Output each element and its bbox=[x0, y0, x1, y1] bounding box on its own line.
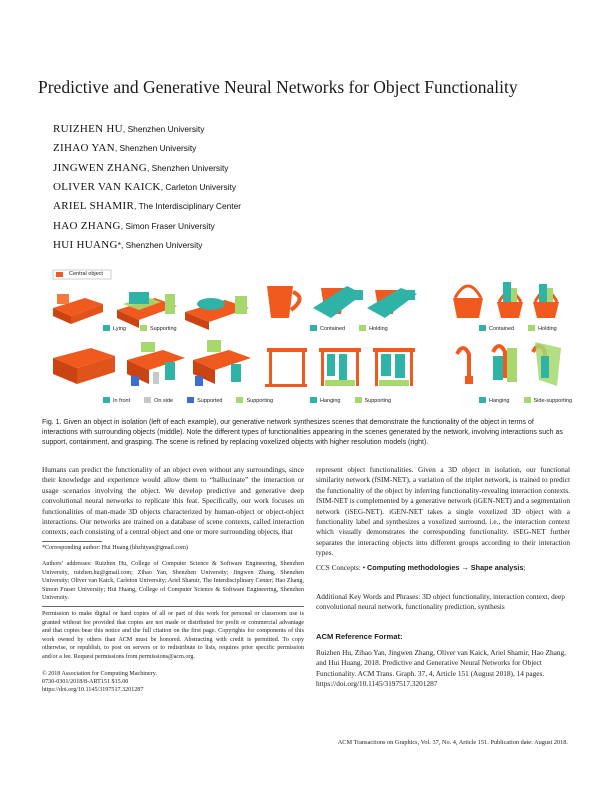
author-affiliation: , Shenzhen University bbox=[122, 124, 205, 134]
abstract-right: represent object functionalities. Given a 3D object in isolation, our functional similarity network (fSIM-NET), a variation of the triplet network, is trained to predict the functionality of the object by inferring functionality-revealing interaction contexts. fSIM-NET is complemented by a generative network (iGEN-NET) and a segmentation network (iSEG-NET). iGEN-NET takes a single voxelized 3D object with a functionality label and synthesizes a voxelized surround, i.e., the interaction context which visually demonstrates the corresponding functionality. iSEG-NET further separates the interacting objects into different groups according to their interaction types. bbox=[316, 465, 570, 558]
author-entry bbox=[53, 181, 236, 194]
legend-swatch bbox=[479, 397, 486, 403]
legend-swatch bbox=[479, 325, 486, 331]
ccs-label: CCS Concepts: • bbox=[316, 563, 368, 572]
bed-isolated bbox=[53, 294, 103, 324]
legend-label: Supported bbox=[197, 398, 223, 404]
legend-label: Holding bbox=[538, 326, 557, 332]
ccs-value: Computing methodologies → Shape analysis bbox=[367, 563, 524, 572]
legend-label: Supporting bbox=[364, 398, 392, 404]
acm-reference-text: Ruizhen Hu, Zihao Yan, Jingwen Zhang, Oliver van Kaick, Ariel Shamir, Hao Zhang, and Hui Huang. 2018. Predictive and Generative Neural Networks for Object Functionality. ACM Trans. Graph. 37, 4, Article 151 (August 2018), 14 pages. https://doi.org/10.1145/3197517.3201287 bbox=[316, 648, 566, 689]
legend-swatch bbox=[103, 325, 110, 331]
author-name: HUI HUANG bbox=[53, 238, 118, 251]
doi-line: https://doi.org/10.1145/3197517.3201287 bbox=[42, 687, 144, 693]
legend-swatch bbox=[103, 397, 110, 403]
legend-swatch bbox=[236, 397, 243, 403]
author-entry bbox=[53, 123, 204, 136]
figure-1 bbox=[45, 268, 573, 406]
author-entry bbox=[53, 162, 229, 175]
bed-scene bbox=[117, 292, 177, 328]
author-name: JINGWEN ZHANG bbox=[53, 161, 148, 174]
legend-swatch bbox=[310, 325, 317, 331]
legend-swatch bbox=[359, 325, 366, 331]
copyright-line: © 2018 Association for Computing Machinery. bbox=[42, 671, 157, 677]
keywords-value: 3D object functionality, interaction context, deep convolutional neural network, functionality prediction, synthesis bbox=[316, 592, 565, 612]
hook-scene bbox=[493, 346, 517, 382]
basket-refined bbox=[533, 284, 559, 318]
basket-scene bbox=[497, 282, 523, 318]
legend-row bbox=[479, 397, 586, 404]
legend-label: Contained bbox=[320, 326, 346, 332]
legend-swatch bbox=[144, 397, 151, 403]
desk-isolated bbox=[53, 348, 115, 384]
ccs-concepts bbox=[316, 563, 570, 573]
author-affiliation: , Shenzhen University bbox=[114, 143, 197, 154]
author-affiliation: , Shenzhen University bbox=[147, 162, 229, 173]
legend-label: In front bbox=[113, 398, 131, 404]
mug-isolated bbox=[267, 286, 300, 318]
corresponding-author: *Corresponding author: Hui Huang (hhzhiyan@gmail.com) bbox=[42, 545, 188, 551]
abstract-left: Humans can predict the functionality of an object even without any surroundings, since their knowledge and experience would allow them to “hallucinate” the interaction or usage scenarios involving the object. We develop predictive and generative deep convolutional neural networks to replicate this feat. Specifically, our work focuses on functionalities of man-made 3D objects characterized by human-object or object-object interactions. Our networks are trained on a database of scene contexts, called interaction contexts, each consisting of a central object and one or more surrounding objects, that bbox=[42, 465, 304, 537]
author-entry bbox=[53, 239, 202, 252]
desk-scene bbox=[127, 342, 185, 386]
permission-rule bbox=[42, 606, 304, 607]
legend-row bbox=[310, 397, 405, 404]
mug-scene bbox=[313, 286, 363, 318]
author-entry bbox=[53, 220, 215, 233]
issn-line: 0730-0301/2018/8-ART151 $15.00 bbox=[42, 679, 129, 685]
legend-label: Side-supporting bbox=[533, 398, 573, 404]
legend-row bbox=[103, 325, 191, 332]
legend-row bbox=[103, 397, 287, 404]
desk-refined bbox=[193, 340, 251, 386]
legend-label: On side bbox=[154, 398, 174, 404]
legend-label: Hanging bbox=[489, 398, 510, 404]
author-addresses: Authors’ addresses: Ruizhen Hu, College of Computer Science & Software Engineering, Shenzhen University, ruizhen.hu@gmail.com; Zihao Yan, Shenzhen University; Jingwen Zhang, Shenzhen University; Oliver van Kaick, Carleton University; Ariel Shamir, The Interdisciplinary Center; Hao Zhang, Simon Fraser University; Hui Huang, College of Computer Science & Software Engineering, Shenzhen University. bbox=[42, 561, 304, 602]
hook-isolated bbox=[457, 348, 473, 384]
bed-refined bbox=[185, 296, 249, 330]
permission-notice: Permission to make digital or hard copies of all or part of this work for personal or classroom use is granted without fee provided that copies are not made or distributed for profit or commercial advantage and that copies bear this notice and the full citation on the first page. Copyrights for components of this work owned by others than ACM must be honored. Abstracting with credit is permitted. To copy otherwise, or republish, to post on servers or to redistribute to lists, requires prior specific permission and/or a fee. Request permissions from permissions@acm.org. bbox=[42, 611, 304, 660]
author-name: RUIZHEN HU bbox=[53, 123, 123, 135]
figure-caption: Fig. 1. Given an object in isolation (left of each example), our generative network synthesizes scenes that demonstrate the functionality of the object in terms of interactions with surrounding objects (middle). Note the different types of functionalities appearing in the scenes generated by the network, involving interactions such as support, containment, and grasping. The scene is refined by replacing voxelized objects with higher resolution models (right). bbox=[42, 419, 563, 446]
legend-label: Supporting bbox=[246, 398, 274, 404]
author-entry bbox=[53, 200, 241, 213]
author-affiliation: , The Interdisciplinary Center bbox=[134, 201, 242, 212]
central-object-swatch bbox=[56, 272, 63, 277]
legend-label: Holding bbox=[369, 326, 388, 332]
author-name: OLIVER VAN KAICK bbox=[53, 180, 161, 193]
figure-1-illustration bbox=[45, 268, 567, 406]
legend-swatch bbox=[355, 397, 362, 403]
mug-refined bbox=[367, 288, 417, 318]
paper-title: Predictive and Generative Neural Networks for Object Functionality bbox=[38, 77, 518, 97]
legend-swatch bbox=[524, 397, 531, 403]
author-entry bbox=[53, 142, 196, 155]
legend-swatch bbox=[528, 325, 535, 331]
keywords-label: Additional Key Words and Phrases: bbox=[316, 592, 423, 601]
ccs-end: ; bbox=[523, 563, 526, 572]
legend-swatch bbox=[140, 325, 147, 331]
author-affiliation: , Simon Fraser University bbox=[120, 220, 215, 231]
legend-row bbox=[479, 325, 571, 332]
legend-label: Supporting bbox=[149, 326, 177, 332]
legend-row bbox=[310, 325, 402, 332]
author-affiliation: , Carleton University bbox=[160, 181, 237, 192]
legend-label: Contained bbox=[489, 326, 515, 332]
hook-refined bbox=[533, 342, 561, 386]
legend-label: Hanging bbox=[320, 398, 341, 404]
rack-refined bbox=[373, 348, 415, 386]
author-name: ARIEL SHAMIR bbox=[53, 200, 135, 213]
footnote-rule bbox=[42, 541, 102, 542]
author-affiliation: *, Shenzhen University bbox=[117, 239, 203, 250]
acm-reference-heading: ACM Reference Format: bbox=[316, 632, 403, 641]
central-object-label: Central object bbox=[69, 271, 103, 277]
author-name: ZIHAO YAN bbox=[53, 142, 115, 155]
legend-swatch bbox=[310, 397, 317, 403]
basket-isolated bbox=[453, 286, 483, 318]
keywords bbox=[316, 592, 570, 613]
page-footer: ACM Transactions on Graphics, Vol. 37, No. 4, Article 151. Publication date: August 2018. bbox=[337, 739, 568, 746]
legend-swatch bbox=[187, 397, 194, 403]
author-name: HAO ZHANG bbox=[53, 219, 121, 232]
rack-isolated bbox=[265, 348, 307, 387]
rack-scene bbox=[319, 348, 361, 386]
legend-label: Lying bbox=[113, 326, 126, 332]
